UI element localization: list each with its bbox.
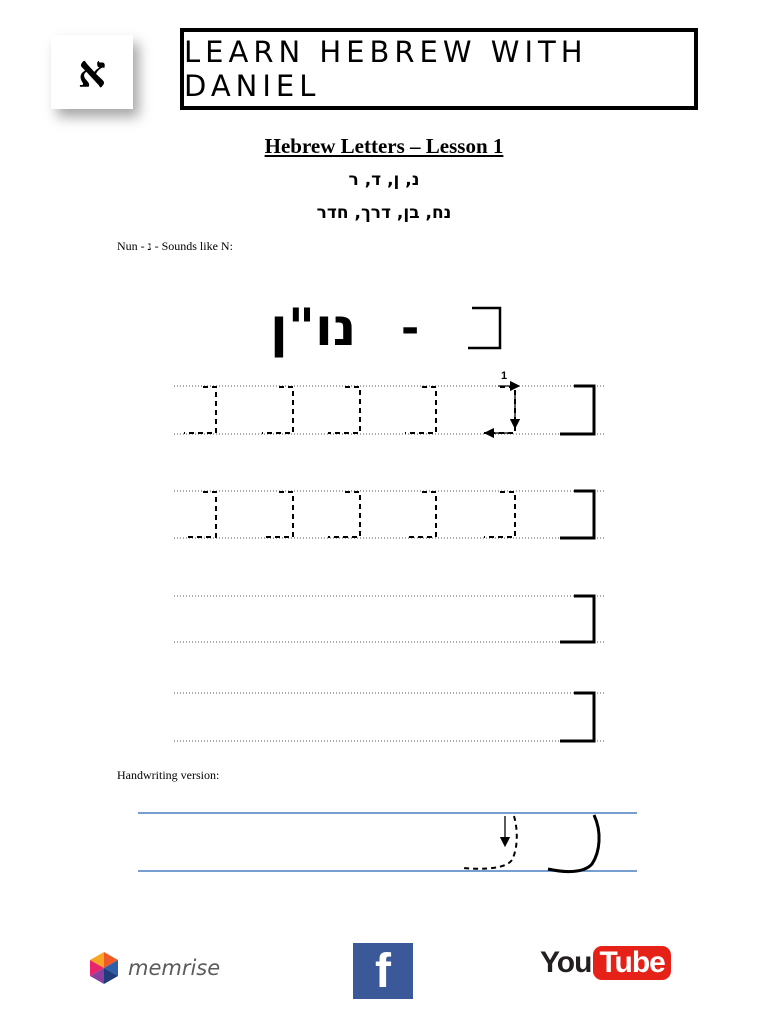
practice-row-1 [174, 386, 604, 434]
facebook-logo[interactable] [353, 943, 413, 999]
practice-row-2 [174, 491, 604, 538]
tracing-letters-row-2 [184, 492, 515, 537]
handwriting-lines [138, 813, 637, 871]
youtube-tube-text: Tube [593, 946, 670, 980]
nun-section-label: Nun - נ - Sounds like N: [117, 239, 233, 253]
stroke-number-label: 1 [501, 370, 508, 382]
lesson-title-text: Hebrew Letters – Lesson 1 [264, 134, 504, 158]
solid-letter-row-3 [560, 596, 594, 642]
nun-name-dash: - [401, 302, 420, 354]
practice-row-3 [174, 596, 604, 642]
handwriting-model-letter [548, 815, 599, 872]
facebook-f-icon: f [375, 945, 391, 998]
memrise-wordmark: memrise [128, 956, 221, 980]
nun-name-word: נו"ן [270, 298, 357, 358]
memrise-icon [88, 950, 120, 986]
aleph-logo-letter: א [77, 46, 107, 98]
youtube-you-text: You [540, 946, 592, 979]
stroke-order-arrows [489, 386, 515, 433]
lesson-words: נח, בן, דרך, חדר [316, 203, 452, 223]
solid-letter-row-4 [560, 693, 594, 741]
lesson-letters: נ, ן, ד, ר [348, 170, 420, 190]
memrise-logo[interactable] [88, 950, 220, 986]
banner-title-text: LEARN HEBREW WITH DANIEL [184, 35, 588, 103]
solid-letter-row-2 [560, 491, 594, 538]
youtube-logo[interactable] [540, 946, 671, 980]
handwriting-section-label: Handwriting version: [117, 768, 220, 782]
solid-letter-row-1 [560, 386, 594, 434]
handwriting-tracing-letter [462, 816, 517, 869]
practice-row-4 [174, 693, 604, 741]
tracing-letters-row-1 [184, 387, 515, 433]
